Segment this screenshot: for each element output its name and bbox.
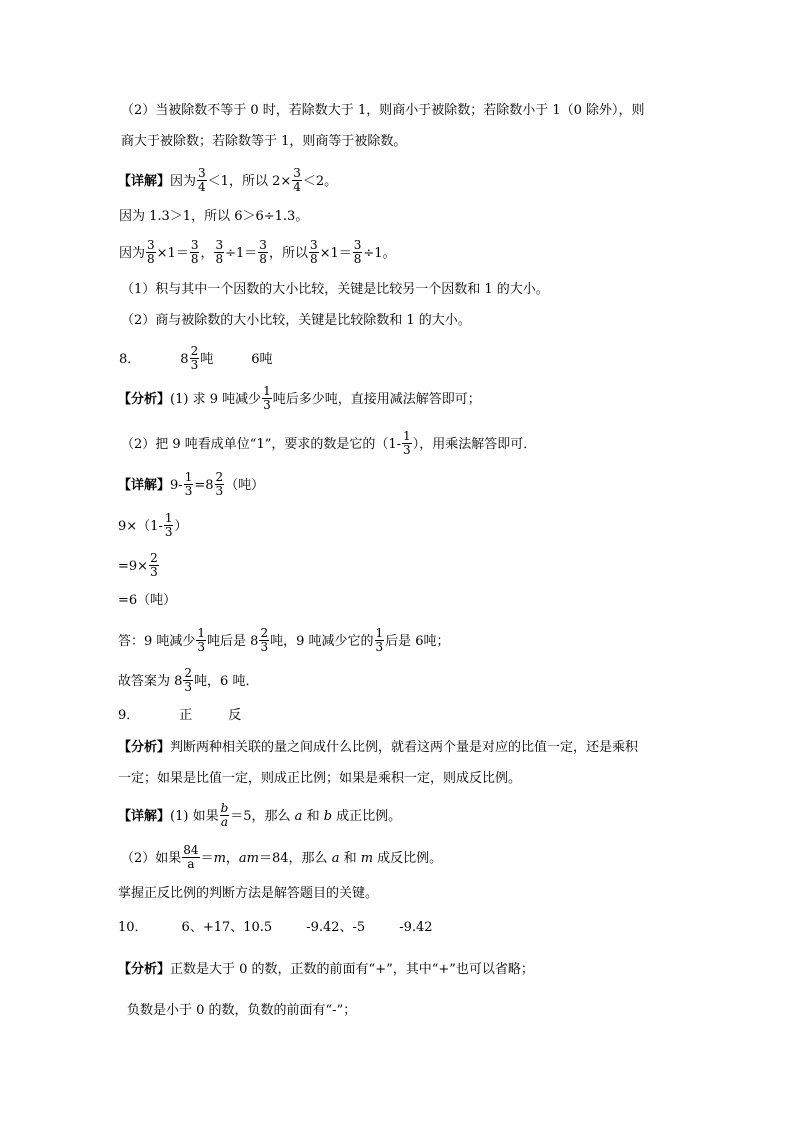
question-number: 8． xyxy=(119,352,141,367)
question-number: 9． xyxy=(118,708,140,723)
text-run: 因为 xyxy=(170,174,197,189)
fraction: $\frac{b}{a}$ xyxy=(220,801,229,829)
fraction: $\frac{1}{3}$ xyxy=(164,511,173,539)
fraction: $\frac{1}{3}$ xyxy=(375,626,384,654)
answer-statement: 故答案为 8 $\frac{2}{3}$ 吨，6 吨． xyxy=(118,666,259,694)
fraction: $\frac{3}{8}$ xyxy=(147,238,155,266)
answer-2: -9.42、-5 xyxy=(306,920,366,935)
answer-line xyxy=(118,706,241,726)
equation-line: 因为 $\frac{3}{8}$ ×1＝ $\frac{3}{8}$ ， $\frac{3}{8}$ ÷1＝ $\frac{3}{8}$ ，所以 $\frac{3}{8}$ ×1＝ $\frac{3}{8}$ ÷1。 xyxy=(119,238,396,266)
answer-line: 8． 8 $\frac{2}{3}$ 吨 6吨 xyxy=(119,344,273,372)
text-line: 掌握正反比例的判断方法是解答题目的关键。 xyxy=(118,886,379,901)
fraction: $\frac{2}{3}$ xyxy=(184,666,193,694)
analysis-line: 【分析】(1) 求 9 吨减少 $\frac{1}{3}$ 吨后多少吨，直接用减法解答即可； xyxy=(118,384,481,412)
question-number: 10． xyxy=(118,920,148,935)
answer-1: 6、+17、10.5 xyxy=(181,920,273,935)
detail-tag: 【详解】 xyxy=(118,809,171,824)
text-line: （2）把 9 吨看成单位“1”，要求的数是它的（1- $\frac{1}{3}$ ），用乘法解答即可． xyxy=(121,429,537,457)
text-line: 因为 1.3＞1，所以 6＞6÷1.3。 xyxy=(119,209,309,224)
answer-2: 6吨 xyxy=(251,352,273,367)
text-line: 负数是小于 0 的数，负数的前面有“-”； xyxy=(127,1003,357,1018)
detail-tag: 【详解】 xyxy=(118,478,171,493)
answer-line xyxy=(118,918,433,938)
fraction: $\frac{1}{3}$ xyxy=(263,384,271,412)
analysis-line: 【分析】判断两种相关联的量之间成什么比例，就看这两个量是对应的比值一定，还是乘积 xyxy=(118,740,639,755)
detail-line: 【详解】(1) 如果 $\frac{b}{a}$ ＝5，那么 a 和 b 成正比例。 xyxy=(118,801,402,829)
analysis-tag: 【分析】 xyxy=(118,740,171,755)
text-run: ＜1，所以 2× xyxy=(207,174,292,189)
fraction: $\frac{1}{3}$ xyxy=(197,626,206,654)
equation-line: 9×（1- $\frac{1}{3}$ ） xyxy=(118,511,188,539)
fraction: $\frac{3}{8}$ xyxy=(215,238,224,266)
text-line: （2）如果 $\frac{84}{a}$ ＝m，am＝84，那么 a 和 m 成反比例。 xyxy=(121,843,443,871)
text-line: （2）商与被除数的大小比较，关键是比较除数和 1 的大小。 xyxy=(121,313,471,328)
fraction: $\frac{3}{8}$ xyxy=(259,238,267,266)
text-line: （1）积与其中一个因数的大小比较，关键是比较另一个因数和 1 的大小。 xyxy=(121,282,549,297)
answer-2: 反 xyxy=(228,708,242,723)
analysis-line: 【分析】正数是大于 0 的数，正数的前面有“+”，其中“+”也可以省略； xyxy=(118,962,534,977)
answer-1: 8 xyxy=(180,352,189,367)
analysis-tag: 【分析】 xyxy=(118,962,171,977)
fraction: $\frac{2}{3}$ xyxy=(215,470,224,498)
detail-tag: 【详解】 xyxy=(118,174,171,189)
fraction: $\frac{2}{3}$ xyxy=(260,626,269,654)
fraction: $\frac{3}{4}$ xyxy=(198,166,206,194)
text-line: 一定；如果是比值一定，则成正比例；如果是乘积一定，则成反比例。 xyxy=(118,771,522,786)
detail-line xyxy=(118,168,337,195)
fraction: $\frac{3}{8}$ xyxy=(309,238,318,266)
fraction: $\frac{1}{3}$ xyxy=(184,470,193,498)
equation-line: =9× $\frac{2}{3}$ xyxy=(118,551,158,579)
answer-1: 正 xyxy=(179,708,193,723)
answer-3: -9.42 xyxy=(399,920,433,935)
fraction: $\frac{1}{3}$ xyxy=(403,429,411,457)
answer-statement: 答：9 吨减少 $\frac{1}{3}$ 吨后是 8 $\frac{2}{3}$ 吨，9 吨减少它的 $\frac{1}{3}$ 后是 6吨； xyxy=(118,626,450,654)
fraction: $\frac{3}{8}$ xyxy=(353,238,362,266)
text-line: （2）当被除数不等于 0 时，若除数大于 1，则商小于被除数；若除数小于 1（0 除外），则 xyxy=(121,103,645,118)
fraction: $\frac{2}{3}$ xyxy=(150,551,158,579)
analysis-tag: 【分析】 xyxy=(118,392,171,407)
fraction: $\frac{3}{8}$ xyxy=(190,238,199,266)
detail-line: 【详解】9- $\frac{1}{3}$ =8 $\frac{2}{3}$ （吨） xyxy=(118,470,265,498)
fraction: $\frac{2}{3}$ xyxy=(190,344,199,372)
fraction: $\frac{84}{a}$ xyxy=(183,843,199,871)
fraction: $\frac{3}{4}$ xyxy=(293,166,301,194)
equation-line: =6（吨） xyxy=(118,593,177,608)
text-run: ＜2。 xyxy=(302,174,338,189)
text-line: 商大于被除数；若除数等于 1，则商等于被除数。 xyxy=(121,134,407,149)
